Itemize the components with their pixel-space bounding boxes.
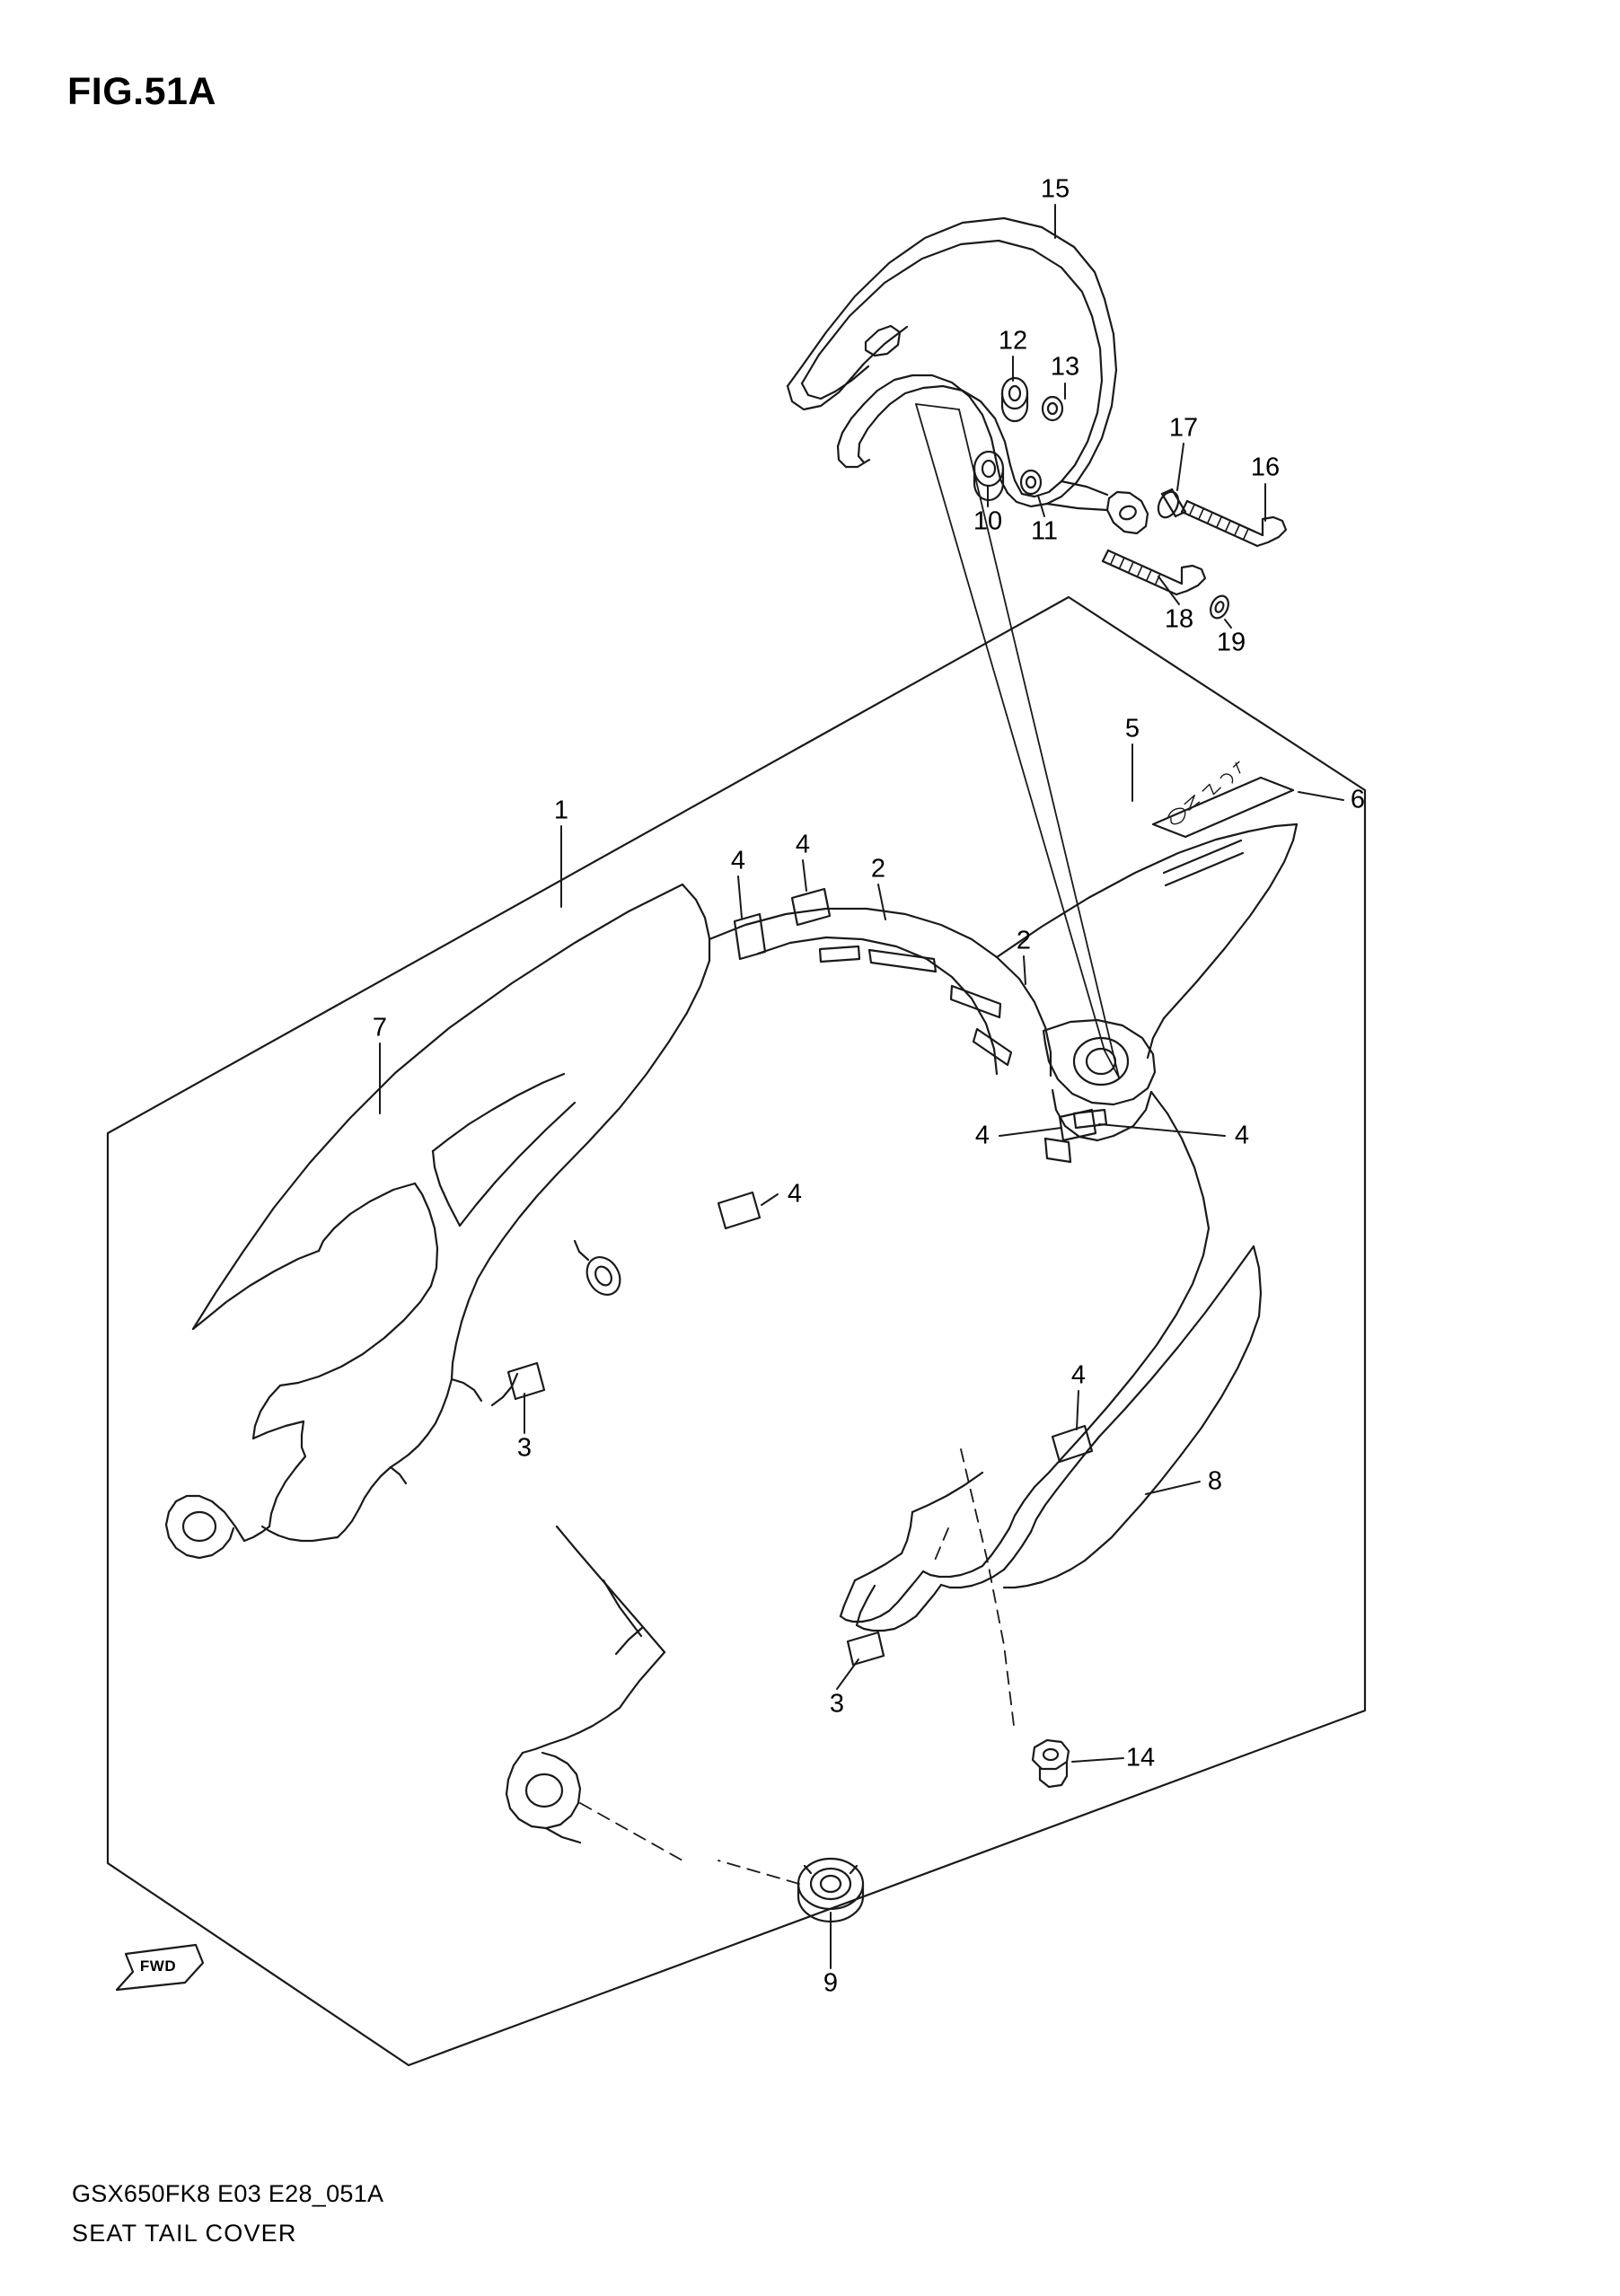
callout-4-d: 4 [1234, 1121, 1250, 1150]
bolts-group [1103, 488, 1286, 620]
footer-model-code: GSX650FK8 E03 E28_051A [72, 2180, 384, 2207]
nut-part-14 [1033, 1740, 1069, 1787]
assembly-leaders [916, 404, 1119, 1078]
callout-4-c: 4 [974, 1121, 990, 1150]
tail-cover-right-part-8 [841, 824, 1297, 1631]
callout-12: 12 [998, 326, 1028, 356]
callout-6: 6 [1350, 785, 1366, 814]
footer-figure-name: SEAT TAIL COVER [72, 2220, 297, 2247]
frame-box [108, 597, 1365, 2065]
callout-1: 1 [553, 796, 569, 825]
trim-pads [508, 889, 1096, 1665]
mounting-arms [506, 1526, 665, 1843]
callout-9: 9 [823, 1968, 839, 1998]
figure-title: FIG.51A [67, 70, 216, 113]
callout-3-a: 3 [516, 1433, 533, 1463]
callout-4-a: 4 [730, 846, 746, 875]
callout-4-f: 4 [1070, 1360, 1087, 1390]
callout-4-b: 4 [795, 830, 811, 859]
fwd-label: FWD [139, 1957, 177, 1975]
tail-cover-left-part-1 [166, 884, 709, 1558]
callout-14: 14 [1125, 1743, 1156, 1773]
hidden-lines [580, 1449, 1015, 1884]
callout-13: 13 [1050, 352, 1080, 382]
callout-11: 11 [1030, 516, 1059, 546]
callout-2-a: 2 [870, 854, 886, 884]
callout-18: 18 [1164, 604, 1194, 634]
callout-leaders [380, 205, 1343, 1968]
grab-handle-part-15 [788, 218, 1148, 533]
callout-16: 16 [1250, 453, 1281, 482]
callout-4-e: 4 [787, 1179, 803, 1209]
suzuki-decal [1153, 761, 1293, 885]
callout-15: 15 [1040, 174, 1070, 204]
callout-3-b: 3 [829, 1689, 845, 1719]
callout-7: 7 [372, 1013, 388, 1042]
callout-5: 5 [1124, 714, 1140, 743]
callout-10: 10 [973, 506, 1003, 536]
callout-17: 17 [1168, 413, 1199, 443]
callout-8: 8 [1207, 1466, 1223, 1496]
callout-19: 19 [1216, 628, 1246, 657]
bushings-group [974, 378, 1062, 500]
callout-2-b: 2 [1016, 926, 1032, 955]
tail-cover-center [709, 909, 1155, 1162]
grommet-part-9 [798, 1859, 863, 1922]
